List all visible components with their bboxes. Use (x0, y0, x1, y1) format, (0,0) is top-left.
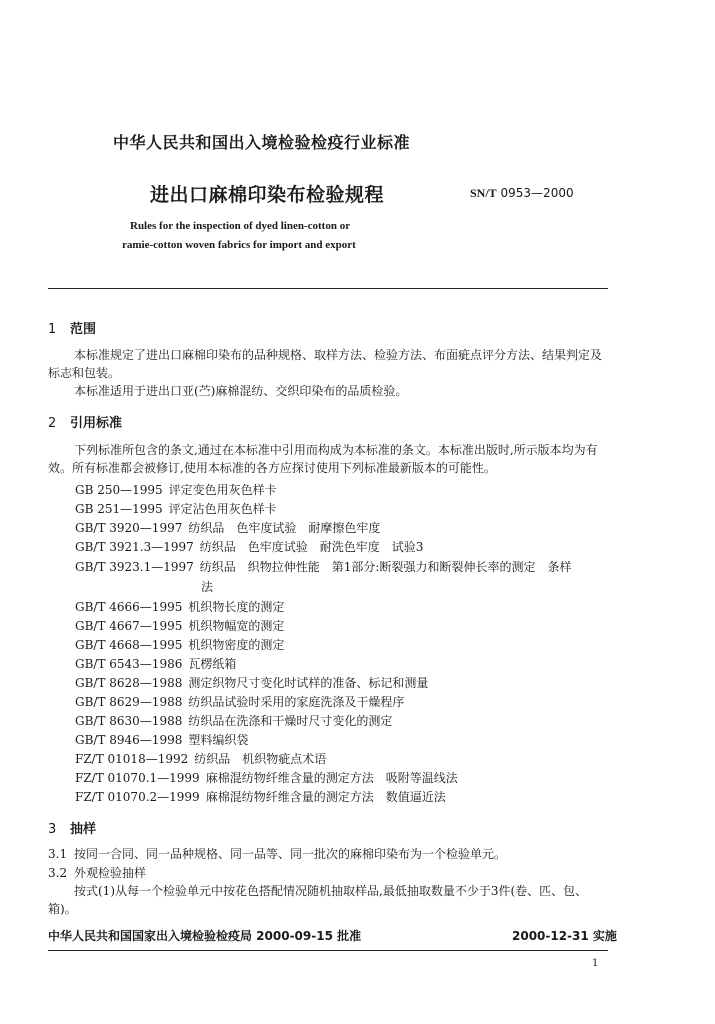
reference-title: 纺织品在洗涤和干燥时尺寸变化的测定 (188, 714, 393, 728)
reference-title: 机织物长度的测定 (188, 600, 285, 614)
reference-item (75, 769, 458, 787)
section-2-number: 2 (48, 416, 57, 431)
reference-title: 麻棉混纺物纤维含量的测定方法 数值逼近法 (205, 790, 446, 804)
reference-code: GB/T 3923.1—1997 (75, 560, 194, 574)
clause-3-1-text: 按同一合同、同一品种规格、同一品等、同一批次的麻棉印染布为一个检验单元。 (74, 847, 507, 861)
reference-code: FZ/T 01018—1992 (75, 752, 189, 766)
reference-title: 评定沾色用灰色样卡 (168, 502, 277, 516)
section-2-intro: 下列标准所包含的条文,通过在本标准中引用而构成为本标准的条文。本标准出版时,所示版本均为有效。所有标准都会被修订,使用本标准的各方应探讨使用下列标准最新版本的可能性。 (48, 443, 598, 475)
section-3-heading (48, 818, 96, 837)
standard-number (470, 186, 574, 201)
reference-code: FZ/T 01070.1—1999 (75, 771, 200, 785)
reference-code: GB 250—1995 (75, 483, 163, 497)
document-title-en-line1: Rules for the inspection of dyed linen-cotton or (130, 220, 351, 232)
reference-item (75, 519, 380, 537)
reference-title: 纺织品 色牢度试验 耐洗色牢度 试验3 (199, 540, 424, 554)
reference-code: GB 251—1995 (75, 502, 163, 516)
reference-item (75, 712, 392, 730)
reference-code: GB/T 6543—1986 (75, 657, 183, 671)
issuing-authority: 中华人民共和国出入境检验检疫行业标准 (113, 133, 411, 152)
reference-item (75, 500, 277, 518)
reference-title: 纺织品试验时采用的家庭洗涤及干燥程序 (188, 695, 405, 709)
reference-code: GB/T 8628—1988 (75, 676, 183, 690)
reference-title: 机织物幅宽的测定 (188, 619, 285, 633)
effective-date: 2000-12-31 实施 (512, 929, 617, 943)
clause-3-2 (48, 864, 146, 882)
clause-3-2-text: 外观检验抽样 (74, 866, 147, 880)
reference-item (75, 674, 428, 692)
reference-item (75, 693, 404, 711)
reference-item (75, 788, 446, 806)
header-divider (48, 288, 608, 289)
reference-item (75, 655, 236, 673)
reference-code: GB/T 3921.3—1997 (75, 540, 194, 554)
reference-code: GB/T 8946—1998 (75, 733, 183, 747)
reference-title: 纺织品 机织物疵点术语 (194, 752, 327, 766)
reference-item (75, 617, 284, 635)
reference-item (75, 538, 423, 556)
standard-code: 0953—2000 (500, 186, 574, 200)
reference-title: 瓦楞纸箱 (188, 657, 237, 671)
clause-3-2-number: 3.2 (48, 866, 68, 880)
reference-code: GB/T 8629—1988 (75, 695, 183, 709)
section-3-title: 抽样 (70, 822, 97, 837)
reference-code: GB/T 4666—1995 (75, 600, 183, 614)
reference-title: 纺织品 织物拉伸性能 第1部分:断裂强力和断裂伸长率的测定 条样 (199, 560, 572, 574)
reference-title-continued: 法 (201, 580, 214, 594)
reference-item (75, 750, 326, 768)
section-1-paragraph-1: 本标准规定了进出口麻棉印染布的品种规格、取样方法、检验方法、布面疵点评分方法、结果判定及标志和包装。 (48, 348, 603, 380)
approval-line: 中华人民共和国国家出入境检验检疫局 2000-09-15 批准 (48, 929, 362, 943)
reference-code: GB/T 4667—1995 (75, 619, 183, 633)
document-title-cn: 进出口麻棉印染布检验规程 (150, 184, 385, 206)
reference-code: GB/T 4668—1995 (75, 638, 183, 652)
section-1-number: 1 (48, 322, 57, 337)
section-2-heading (48, 412, 122, 431)
section-3-paragraph: 按式(1)从每一个检验单元中按花色搭配情况随机抽取样品,最低抽取数量不少于3件(卷、匹、包、箱)。 (48, 884, 588, 916)
page-number: 1 (592, 958, 599, 969)
section-1-paragraph-2: 本标准适用于进出口亚(苎)麻棉混纺、交织印染布的品质检验。 (74, 384, 408, 398)
reference-item (75, 598, 284, 616)
reference-item (75, 557, 610, 597)
clause-3-1-number: 3.1 (48, 847, 68, 861)
reference-item (75, 481, 277, 499)
footer-divider (48, 950, 608, 951)
reference-item (75, 731, 248, 749)
section-3-number: 3 (48, 822, 57, 837)
section-2-title: 引用标准 (70, 416, 123, 431)
section-1-heading (48, 318, 96, 337)
document-title-en-line2: ramie-cotton woven fabrics for import and export (122, 239, 356, 251)
reference-title: 测定织物尺寸变化时试样的准备、标记和测量 (188, 676, 429, 690)
reference-code: GB/T 3920—1997 (75, 521, 183, 535)
clause-3-1 (48, 845, 506, 863)
reference-title: 麻棉混纺物纤维含量的测定方法 吸附等温线法 (205, 771, 458, 785)
reference-title: 评定变色用灰色样卡 (168, 483, 277, 497)
standard-prefix: SN/T (470, 186, 497, 200)
section-1-title: 范围 (70, 322, 97, 337)
reference-code: FZ/T 01070.2—1999 (75, 790, 200, 804)
reference-title: 塑料编织袋 (188, 733, 249, 747)
reference-title: 纺织品 色牢度试验 耐摩擦色牢度 (188, 521, 381, 535)
reference-code: GB/T 8630—1988 (75, 714, 183, 728)
reference-title: 机织物密度的测定 (188, 638, 285, 652)
reference-item (75, 636, 284, 654)
